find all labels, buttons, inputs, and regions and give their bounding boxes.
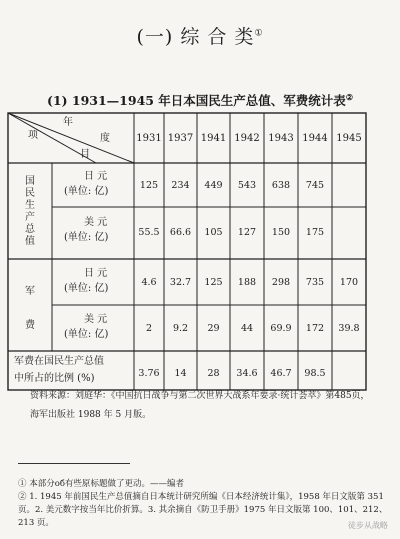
source-note: 资料来源：刘庭华：《中国抗日战争与第二次世界大战系年要录·统计荟萃》第485页，海军出版社 1988 年 5 月版。 <box>30 391 370 420</box>
year-header: 1943 <box>268 133 294 144</box>
table-cell: 4.6 <box>141 277 157 288</box>
table-cell: 172 <box>305 323 325 334</box>
table-cell: 29 <box>207 323 220 334</box>
table-cell: 2 <box>145 323 153 334</box>
ratio-label: 军费在国民生产总值 <box>14 356 104 367</box>
table-cell: 298 <box>271 277 291 288</box>
footnote: ① 本部分об有些原标题做了更动。——编者 <box>18 479 184 489</box>
table-cell: 98.5 <box>304 368 326 379</box>
year-header: 1941 <box>200 133 227 144</box>
table-cell: 638 <box>271 180 291 191</box>
footnotes <box>18 478 388 530</box>
table-cell: 175 <box>305 227 325 238</box>
table-cell: 3.76 <box>138 368 160 379</box>
table-cell: 34.6 <box>236 368 258 379</box>
unit-label: 美 元 <box>84 217 108 228</box>
unit-label: (单位: 亿) <box>64 186 109 197</box>
table-cell: 735 <box>305 277 325 288</box>
table-cell: 170 <box>339 277 359 288</box>
year-header: 1931 <box>136 133 162 144</box>
footnote-divider <box>18 463 130 464</box>
unit-label: 日 元 <box>84 171 108 182</box>
ratio-label: 中所占的比例 (%) <box>14 373 95 384</box>
group-label-military: 军费 <box>25 286 35 331</box>
table-cell: 127 <box>237 227 257 238</box>
table-cell: 150 <box>271 227 291 238</box>
table-cell: 188 <box>237 277 257 288</box>
corner-year: 年 <box>63 117 73 128</box>
unit-label: (单位: 亿) <box>64 283 109 294</box>
table-cell: 234 <box>171 180 190 191</box>
year-header: 1945 <box>336 133 362 144</box>
year-header: 1937 <box>167 133 194 144</box>
unit-label: 日 元 <box>84 268 108 279</box>
section-title: (一) 综 合 类① <box>136 26 264 48</box>
table-cell: 543 <box>237 180 257 191</box>
footnote: ② 1. 1945 年前国民生产总值摘自日本统计研究所编《日本经济统计集》，1958 年日文版第 351 页。2. 美元数字按当年比价折算。3. 其余摘自《防卫手册》1975 年日文版第 100、101、212、213 页。 <box>18 492 388 528</box>
table-cell: 449 <box>204 180 223 191</box>
table-cell: 28 <box>207 368 220 379</box>
unit-label: (单位: 亿) <box>64 232 109 243</box>
year-header: 1944 <box>302 133 328 144</box>
corner-degree: 度 <box>100 133 110 144</box>
table-cell: 9.2 <box>172 323 189 334</box>
table-cell: 125 <box>139 180 159 191</box>
corner-item: 项 <box>28 130 38 141</box>
year-header: 1942 <box>234 133 260 144</box>
table-cell: 66.6 <box>169 227 192 238</box>
group-label-gnp: 国民生产总值 <box>25 176 35 247</box>
table-cell: 125 <box>204 277 223 288</box>
table-cell: 14 <box>174 368 187 379</box>
table-cell: 745 <box>305 180 325 191</box>
table-title: (1) 1931—1945 年日本国民生产总值、军费统计表② <box>47 91 353 108</box>
corner-mu: 目 <box>80 149 90 160</box>
table-cell: 69.9 <box>270 323 292 334</box>
table-cell: 105 <box>204 227 223 238</box>
watermark: 徒步从战略 <box>348 521 388 530</box>
table-cell: 55.5 <box>138 227 160 238</box>
table-cell: 44 <box>240 323 254 334</box>
table-cell: 32.7 <box>169 277 192 288</box>
unit-label: (单位: 亿) <box>64 329 109 340</box>
table-cell: 39.8 <box>338 323 360 334</box>
table-cell: 46.7 <box>270 368 292 379</box>
unit-label: 美 元 <box>84 314 108 325</box>
